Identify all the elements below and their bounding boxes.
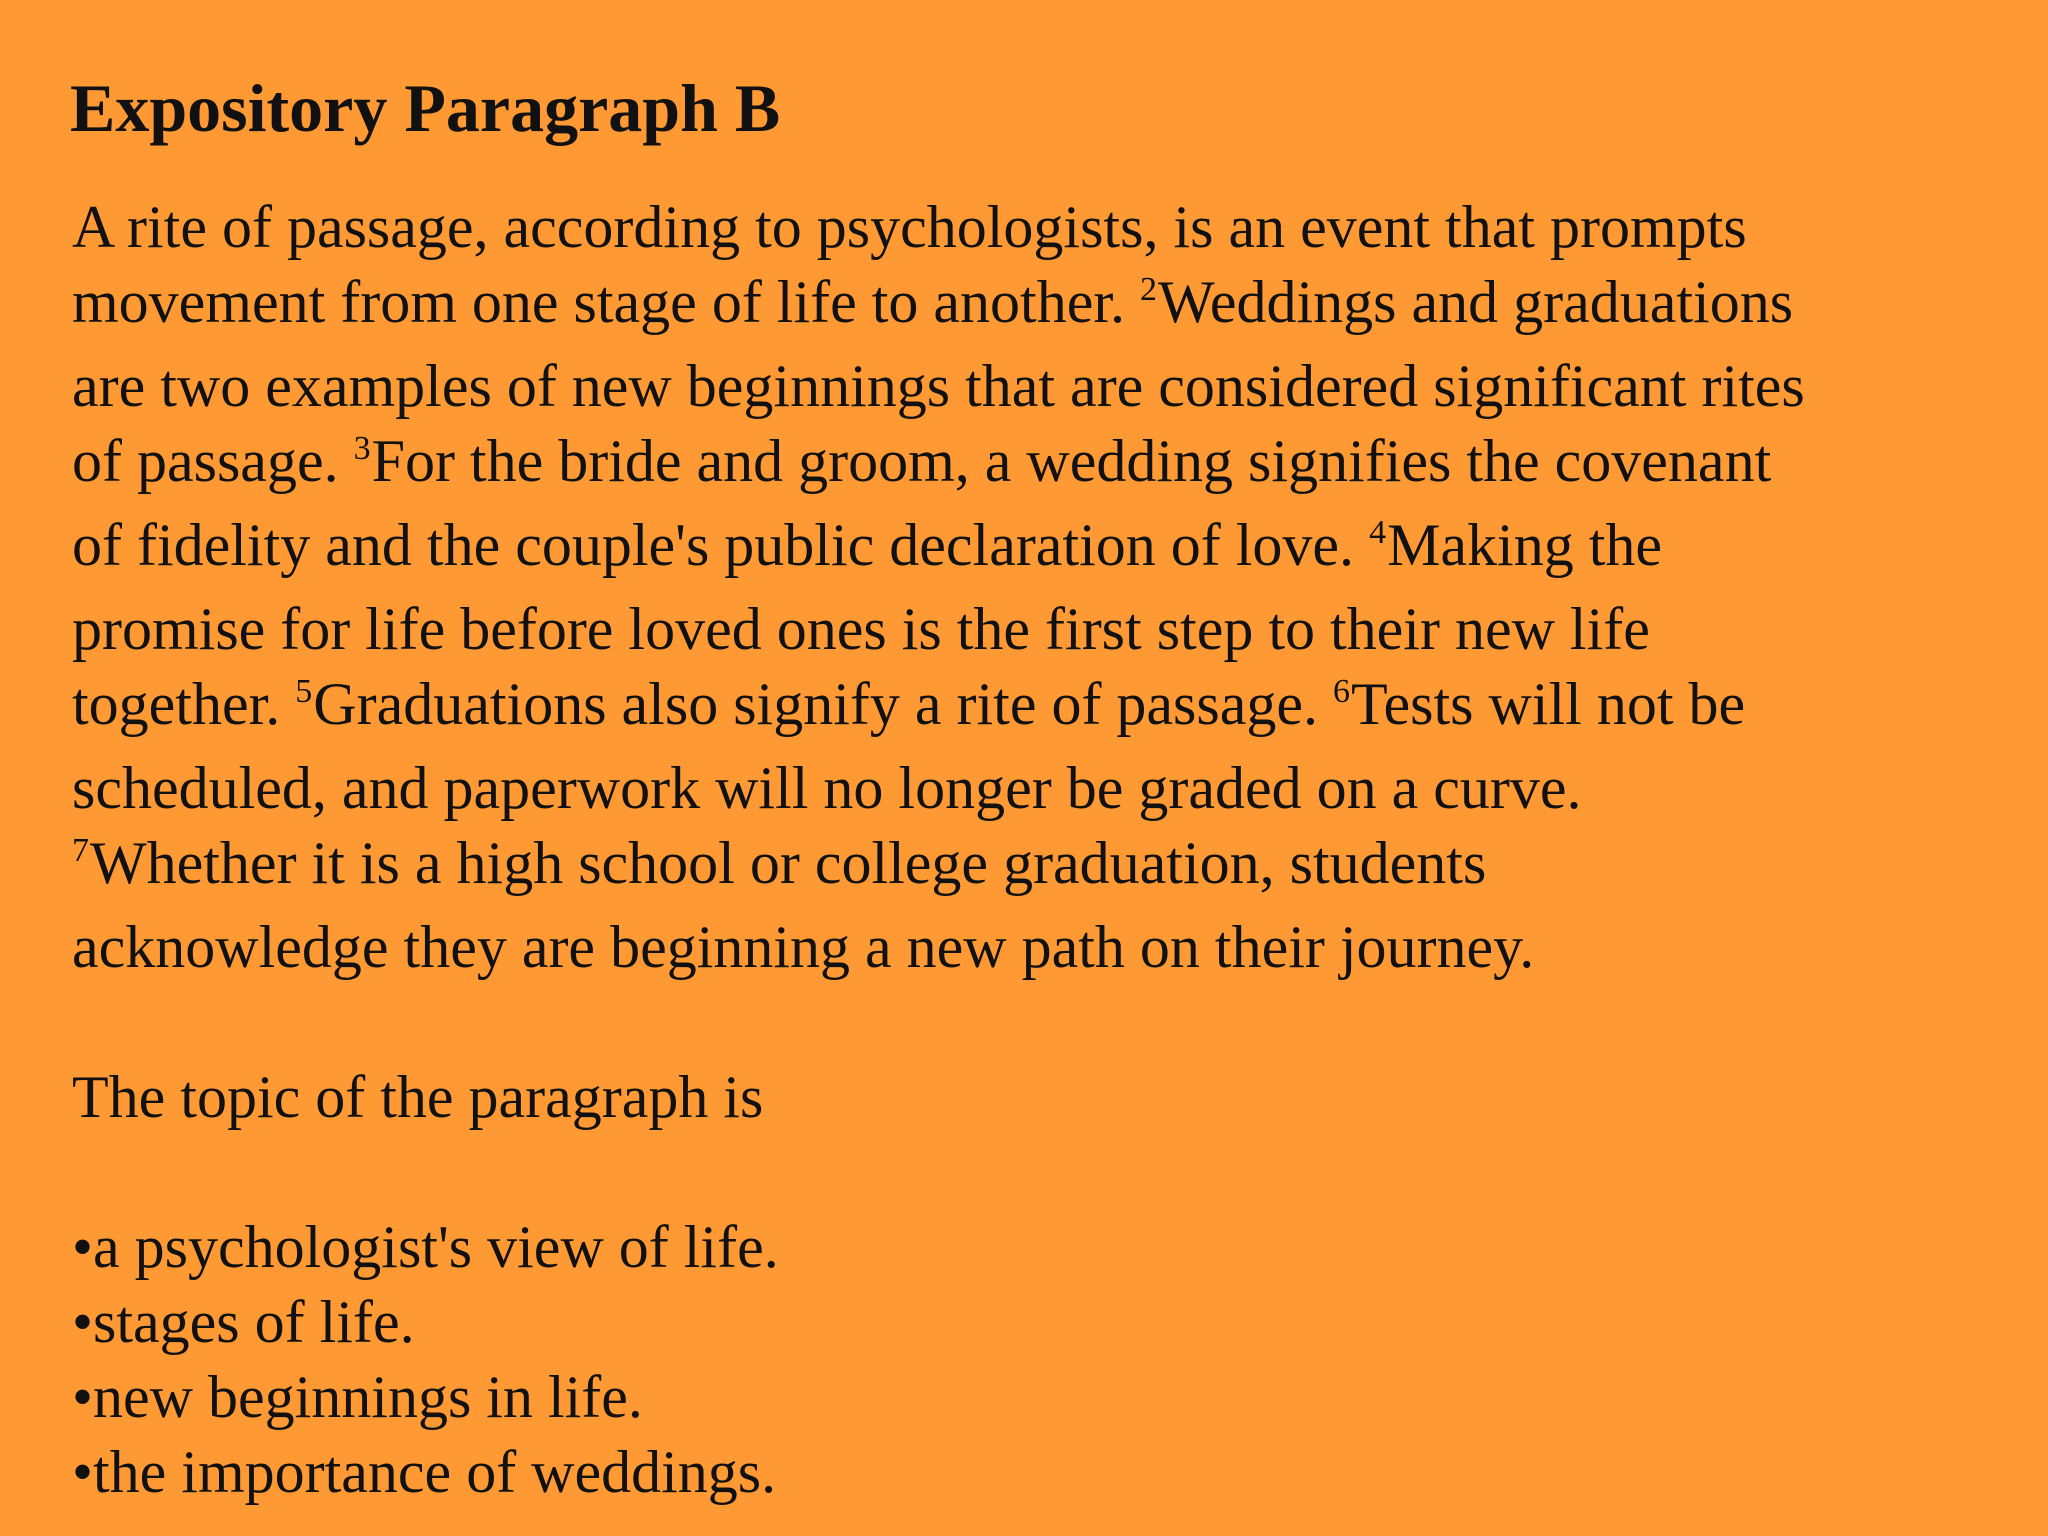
paragraph-line: are two examples of new beginnings that are considered significant rites [72, 353, 1805, 419]
expository-paragraph [72, 190, 2032, 985]
sentence-number: 7 [72, 832, 89, 869]
page-title: Expository Paragraph B [70, 70, 781, 146]
answer-option-4[interactable]: •the importance of weddings. [72, 1439, 777, 1505]
paragraph-line: of fidelity and the couple's public declaration of love. $^4$Making the [72, 512, 1663, 578]
answer-option-3[interactable]: •new beginnings in life. [72, 1364, 643, 1430]
answer-options [72, 1210, 2048, 1510]
sentence-number: 3 [353, 430, 371, 467]
paragraph-line: together. $^5$Graduations also signify a rite of passage. $^6$Tests will not be [72, 671, 1746, 737]
paragraph-line: of passage. $^3$For the bride and groom, a wedding signifies the covenant [72, 428, 1772, 494]
answer-option-1[interactable]: •a psychologist's view of life. [72, 1214, 779, 1280]
paragraph-line: acknowledge they are beginning a new path on their journey. [72, 914, 1535, 980]
sentence-number: 5 [295, 673, 313, 710]
sentence-number: 4 [1369, 514, 1387, 551]
sentence-number: 6 [1333, 673, 1351, 710]
question-prompt: The topic of the paragraph is [72, 1064, 764, 1130]
answer-option-2[interactable]: •stages of life. [72, 1289, 415, 1355]
sentence-number: 2 [1140, 271, 1158, 308]
paragraph-line: promise for life before loved ones is the first step to their new life [72, 596, 1650, 662]
paragraph-line: scheduled, and paperwork will no longer be graded on a curve. [72, 755, 1582, 821]
paragraph-line: $^7$Whether it is a high school or college graduation, students [72, 830, 1487, 896]
paragraph-line: A rite of passage, according to psychologists, is an event that prompts [72, 194, 1747, 260]
paragraph-line: movement from one stage of life to another. $^2$Weddings and graduations [72, 269, 1794, 335]
